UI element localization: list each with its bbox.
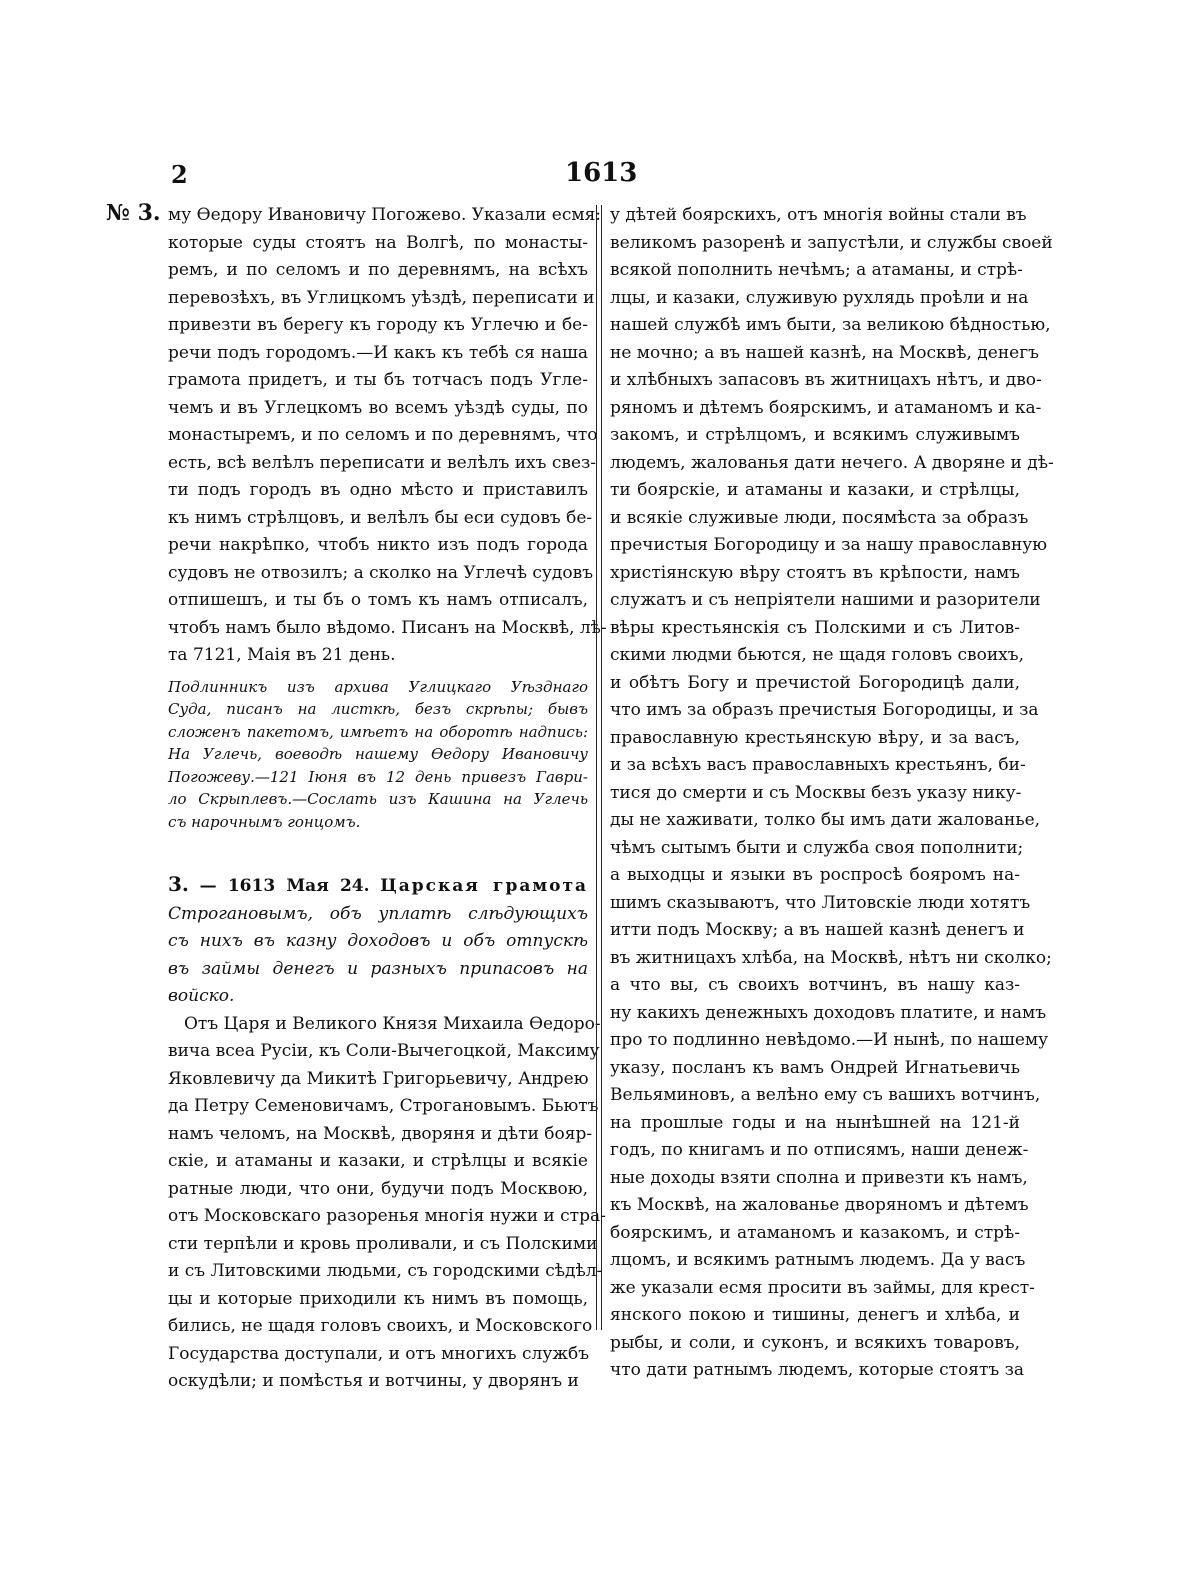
text-line: речи подъ городомъ.—И какъ къ тебѣ ся наша bbox=[168, 342, 588, 363]
text-line: боярскимъ, и атаманомъ и казакомъ, и стрѣ- bbox=[610, 1222, 1020, 1243]
text-line: же указали есмя просити въ займы, для крест- bbox=[610, 1277, 1035, 1298]
text-line: нашей службѣ имъ быти, за великою бѣдностью, bbox=[610, 315, 1051, 335]
heading-line: съ нихъ въ казну доходовъ и объ отпускѣ bbox=[168, 931, 588, 951]
margin-document-number: № 3. bbox=[106, 200, 161, 226]
body-line: оскудѣли; и помѣстья и вотчины, у дворянъ и bbox=[168, 1371, 579, 1391]
text-line: великомъ разоренѣ и запустѣли, и службы своей bbox=[610, 232, 1053, 253]
text-line: чемъ и въ Углецкомъ во всемъ уѣздѣ суды, по bbox=[168, 397, 588, 418]
document-summary bbox=[168, 901, 588, 1011]
text-line: янского покою и тишины, денегъ и хлѣба, и bbox=[610, 1305, 1020, 1325]
text-line: на прошлые годы и на нынѣшней на 121-й bbox=[610, 1112, 1020, 1133]
text-line: указу, посланъ къ вамъ Ондрей Игнатьевичь bbox=[610, 1057, 1020, 1078]
text-line: къ Москвѣ, на жалованье дворяномъ и дѣтемъ bbox=[610, 1195, 1029, 1215]
text-line: христіянскую вѣру стоятъ въ крѣпости, намъ bbox=[610, 562, 1020, 583]
body-line: отъ Московскаго разоренья многія нужи и стра- bbox=[168, 1206, 606, 1226]
text-line: му Ѳедору Ивановичу Погожево. Указали есмя: bbox=[168, 205, 602, 225]
body-line: намъ челомъ, на Москвѣ, дворяня и дѣти бояр- bbox=[168, 1123, 593, 1144]
text-line: есть, всѣ велѣлъ переписати и велѣлъ ихъ свез- bbox=[168, 452, 597, 473]
text-line: годъ, по книгамъ и по отписямъ, наши денеж- bbox=[610, 1140, 1029, 1160]
text-line: пречистыя Богородицу и за нашу православную bbox=[610, 535, 1048, 555]
body-line: да Петру Семеновичамъ, Строгановымъ. Бьютъ bbox=[168, 1096, 599, 1116]
body-line: Отъ Царя и Великого Князя Михаила Ѳедоро- bbox=[184, 1013, 601, 1034]
body-line: цы и которые приходили къ нимъ въ помощь, bbox=[168, 1288, 588, 1309]
text-line: перевозѣхъ, въ Углицкомъ уѣздѣ, переписати и bbox=[168, 287, 595, 308]
text-line: къ нимъ стрѣлцовъ, и велѣлъ бы еси судовъ бе- bbox=[168, 507, 593, 528]
document-date: — 1613 Мая 24. bbox=[199, 876, 370, 896]
note-line: ло Скрыплевъ.—Сослать изъ Кашина на Углечь bbox=[168, 790, 588, 808]
text-line: ремъ, и по селомъ и по деревнямъ, на всѣхъ bbox=[168, 260, 588, 280]
body-line: Государства доступали, и отъ многихъ службъ bbox=[168, 1343, 590, 1364]
page-year-header: 1613 bbox=[565, 158, 638, 188]
text-line: что имъ за образъ пречистыя Богородицы, и за bbox=[610, 700, 1039, 720]
text-line: и хлѣбныхъ запасовъ въ житницахъ нѣтъ, и дво- bbox=[610, 370, 1042, 390]
text-line: и всякіе служивые люди, посямѣста за образъ bbox=[610, 507, 1029, 528]
document-body bbox=[168, 1011, 606, 1396]
text-line: вѣры крестьянскія съ Полскими и съ Литов- bbox=[610, 617, 1020, 638]
body-line: Яковлевичу да Микитѣ Григорьевичу, Андрею bbox=[168, 1068, 589, 1089]
text-line: Вельяминовъ, а велѣно ему съ вашихъ вотчинъ, bbox=[610, 1085, 1041, 1105]
text-line: ды не хаживати, толко бы имъ дати жалованье, bbox=[610, 810, 1041, 830]
text-line: та 7121, Маія въ 21 день. bbox=[168, 645, 396, 665]
note-line: съ нарочнымъ гонцомъ. bbox=[168, 812, 361, 831]
text-line: итти подъ Москву; а въ нашей казнѣ денегъ и bbox=[610, 920, 1025, 940]
text-line: про то подлинно невѣдомо.—И нынѣ, по нашему bbox=[610, 1030, 1049, 1050]
text-line: и обѣтъ Богу и пречистой Богородицѣ дали, bbox=[610, 672, 1020, 693]
body-line: вича всеа Русіи, къ Соли-Вычегоцкой, Максиму bbox=[168, 1041, 600, 1061]
left-column bbox=[168, 202, 607, 1396]
text-line: а выходцы и языки въ роспросѣ бояромъ на- bbox=[610, 865, 1020, 885]
text-line: православную крестьянскую вѣру, и за васъ, bbox=[610, 727, 1020, 748]
text-line: скими людми бьются, не щадя головъ своихъ, bbox=[610, 645, 1024, 665]
text-line: и за всѣхъ васъ православныхъ крестьянъ, би- bbox=[610, 755, 1026, 775]
text-line: тися до смерти и съ Москвы безъ указу нику- bbox=[610, 782, 1022, 803]
text-line: отпишешъ, и ты бъ о томъ къ намъ отписалъ, bbox=[168, 590, 588, 610]
text-line: не мочно; а въ нашей казнѣ, на Москвѣ, денегъ bbox=[610, 342, 1039, 363]
text-line: всякой пополнить нечѣмъ; а атаманы, и стрѣ- bbox=[610, 260, 1023, 280]
heading-line: въ займы денегъ и разныхъ припасовъ на bbox=[168, 958, 588, 979]
text-line: чѣмъ сытымъ быти и служба своя пополнити; bbox=[610, 837, 1024, 858]
text-line: речи накрѣпко, чтобъ никто изъ подъ города bbox=[168, 535, 588, 555]
text-line: ти боярскіе, и атаманы и казаки, и стрѣлцы, bbox=[610, 480, 1020, 500]
body-line: бились, не щадя головъ своихъ, и Московского bbox=[168, 1316, 593, 1336]
text-line: въ житницахъ хлѣба, на Москвѣ, нѣтъ ни сколко; bbox=[610, 947, 1052, 968]
document-number: 3. bbox=[168, 872, 189, 896]
text-line: а что вы, съ своихъ вотчинъ, въ нашу каз- bbox=[610, 975, 1020, 995]
note-line: сложенъ пакетомъ, имѣетъ на оборотѣ надпись: bbox=[168, 722, 588, 741]
text-line: лцы, и казаки, служивую рухлядь проѣли и на bbox=[610, 287, 1029, 308]
text-line: ну какихъ денежныхъ доходовъ платите, и намъ bbox=[610, 1002, 1047, 1023]
body-line: ратные люди, что они, будучи подъ Москвою, bbox=[168, 1178, 588, 1199]
text-line: что дати ратнымъ людемъ, которые стоятъ за bbox=[610, 1360, 1025, 1380]
heading-line: войско. bbox=[168, 986, 235, 1006]
text-line: грамота придетъ, и ты бъ тотчасъ подъ Угле- bbox=[168, 370, 588, 390]
text-line: привезти въ берегу къ городу къ Углечю и бе- bbox=[168, 315, 588, 335]
right-column bbox=[610, 202, 1054, 1385]
document-heading bbox=[168, 871, 588, 1011]
text-line: которые суды стоятъ на Волгѣ, по монасты- bbox=[168, 232, 588, 253]
note-line: Суда, писанъ на листкѣ, безъ скрѣпы; бывъ bbox=[168, 700, 588, 718]
text-line: чтобъ намъ было вѣдомо. Писанъ на Москвѣ, лѣ- bbox=[168, 617, 607, 638]
text-line: ные доходы взяти сполна и привезти къ намъ, bbox=[610, 1167, 1028, 1188]
body-line: скіе, и атаманы и казаки, и стрѣлцы и всякіе bbox=[168, 1151, 588, 1171]
text-line: у дѣтей боярскихъ, отъ многія войны стали въ bbox=[610, 205, 1027, 225]
text-line: рыбы, и соли, и суконъ, и всякихъ товаровъ, bbox=[610, 1332, 1020, 1353]
document-title: Царская грамота bbox=[380, 876, 589, 896]
text-line: служатъ и съ непріятели нашими и разорители bbox=[610, 590, 1041, 610]
text-line: закомъ, и стрѣлцомъ, и всякимъ служивымъ bbox=[610, 425, 1020, 445]
text-line: лцомъ, и всякимъ ратнымъ людемъ. Да у васъ bbox=[610, 1250, 1026, 1270]
body-line: сти терпѣли и кровь проливали, и съ Полскими bbox=[168, 1233, 598, 1254]
text-line: шимъ сказываютъ, что Литовскіе люди хотятъ bbox=[610, 892, 1031, 913]
note-line: Подлинникъ изъ архива Углицкаго Уѣзднаго bbox=[168, 677, 588, 696]
page-number: 2 bbox=[171, 160, 188, 189]
body-line: и съ Литовскими людьми, съ городскими сѣдѣл- bbox=[168, 1261, 603, 1281]
text-line: ряномъ и дѣтемъ боярскимъ, и атаманомъ и ка- bbox=[610, 397, 1042, 418]
text-line: монастыремъ, и по селомъ и по деревнямъ, что bbox=[168, 425, 598, 445]
note-line: Погожеву.—121 Іюня въ 12 день привезъ Гаври- bbox=[168, 767, 588, 786]
text-line: людемъ, жалованья дати нечего. А дворяне и дѣ- bbox=[610, 452, 1054, 473]
continued-text bbox=[168, 202, 607, 670]
note-line: На Углечь, воеводѣ нашему Ѳедору Ивановичу bbox=[168, 745, 588, 763]
heading-line: Строгановымъ, объ уплатѣ слѣдующихъ bbox=[168, 903, 588, 924]
text-line: судовъ не отвозилъ; а сколко на Углечѣ судовъ bbox=[168, 562, 594, 583]
text-line: ти подъ городъ въ одно мѣсто и приставилъ bbox=[168, 480, 588, 500]
source-note bbox=[168, 676, 588, 834]
column-divider bbox=[596, 205, 602, 1330]
